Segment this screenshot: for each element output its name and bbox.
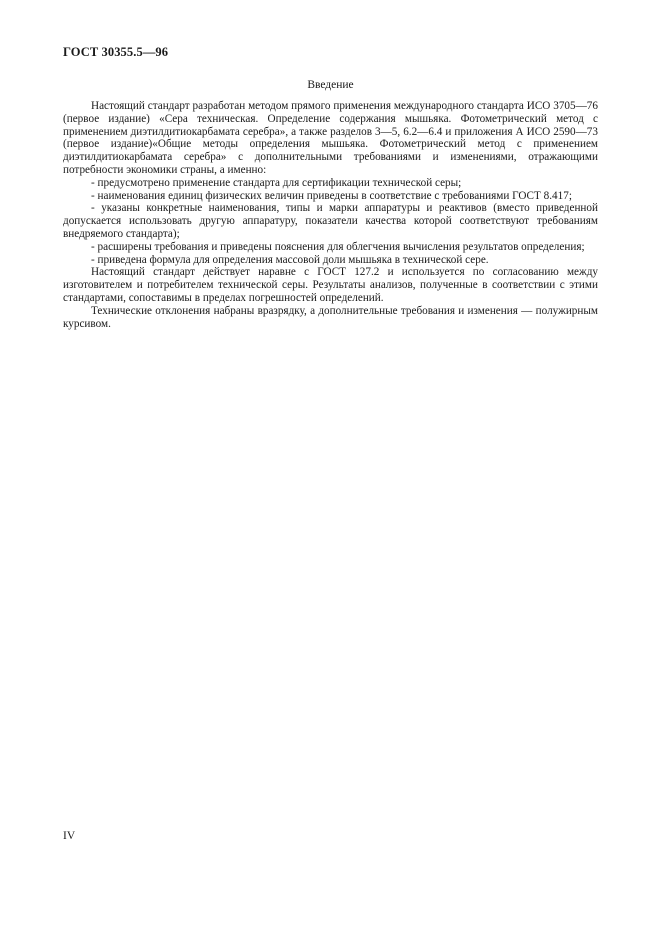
section-title: Введение xyxy=(307,79,354,91)
list-item: - расширены требования и приведены пояснения для облегчения вычисления результатов определения; xyxy=(91,240,585,253)
list-item: - приведена формула для определения массовой доли мышьяка в технической сере. xyxy=(91,253,489,266)
paragraph-validity: Настоящий стандарт действует наравне с ГОСТ 127.2 и используется по согласованию между изготовителем и потребителем технической серы. Результаты анализов, полученные в соответствии с этими стандартами, сопоставимы в пределах погрешностей определений. xyxy=(63,266,598,304)
list-item: - указаны конкретные наименования, типы и марки аппаратуры и реактивов (вместо приведенной допускается использовать другую аппаратуру, показатели качества которой соответствуют требованиям внедряемого стандарта); xyxy=(63,202,598,240)
body-text xyxy=(63,100,598,330)
paragraph-intro: Настоящий стандарт разработан методом прямого применения международного стандарта ИСО 3705—76 (первое издание) «Сера техническая. Определение содержания мышьяка. Фотометрический метод с применением диэтилдитиокарбамата серебра», а также разделов 3—5, 6.2—6.4 и приложения А ИСО 2590—73 (первое издание)«Общие методы определения мышьяка. Фотометрический метод с применением диэтилдитиокарбамата серебра» с дополнительными требованиями и изменениями, отражающими потребности экономики страны, а именно: xyxy=(63,100,598,176)
paragraph-typography-note: Технические отклонения набраны вразрядку, а дополнительные требования и изменения — полужирным курсивом. xyxy=(63,304,598,330)
page-number: IV xyxy=(63,830,76,842)
list-item: - предусмотрено применение стандарта для сертификации технической серы; xyxy=(91,176,462,189)
document-code-header: ГОСТ 30355.5—96 xyxy=(63,45,169,59)
list-item: - наименования единиц физических величин приведены в соответствие с требованиями ГОСТ 8.417; xyxy=(91,189,572,202)
